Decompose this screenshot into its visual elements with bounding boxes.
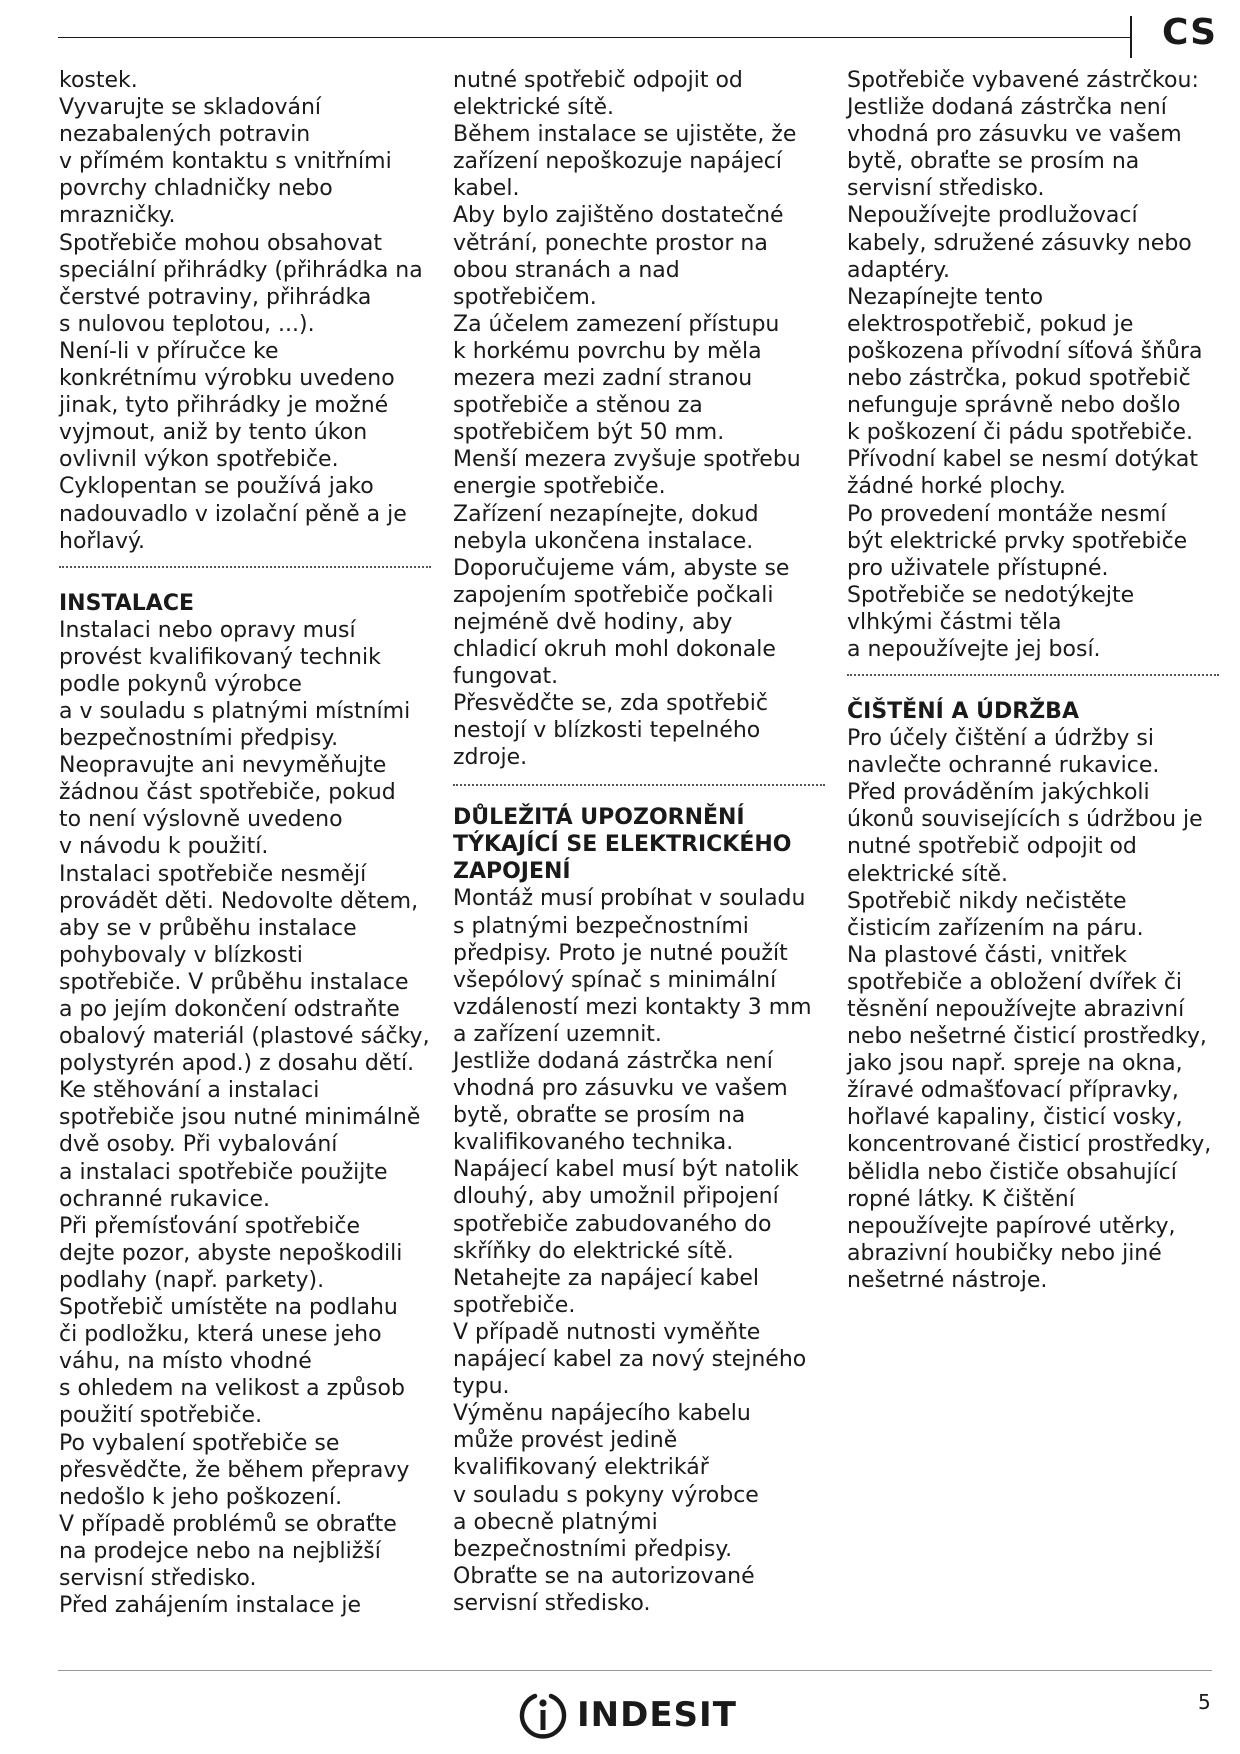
section-heading-electrical: DŮLEŽITÁ UPOZORNĚNÍ TÝKAJÍCÍ SE ELEKTRICKÉHO ZAPOJENÍ <box>453 805 792 885</box>
footer-rule <box>58 1670 1212 1671</box>
dotted-separator <box>59 566 431 568</box>
language-code: CS <box>1162 12 1218 53</box>
brand-name: INDESIT <box>577 1695 737 1735</box>
dotted-separator <box>847 674 1219 676</box>
body-text: Instalaci nebo opravy musí provést kvalifikovaný technik podle pokynů výrobce a v souladu s platnými místními bezpečnostními předpisy. Neopravujte ani nevyměňujte žádnou část spotřebiče, pokud to není výslovně uvedeno v návodu k použití. Instalaci spotřebiče nesmějí provádět děti. Nedovolte dětem, aby se v průběhu instalace pohybovaly v blízkosti spotřebiče. V průběhu instalace a po jejím dokončení odstraňte obalový materiál (plastové sáčky, polystyrén apod.) z dosahu dětí. Ke stěhování a instalaci spotřebiče jsou nutné minimálně dvě osoby. Při vybalování a instalaci spotřebiče použijte ochranné rukavice. Při přemísťování spotřebiče dejte pozor, abyste nepoškodili podlahy (např. parkety). Spotřebič umístěte na podlahu či podložku, která unese jeho váhu, na místo vhodné s ohledem na velikost a způsob použití spotřebiče. Po vybalení spotřebiče se přesvědčte, že během přepravy nedošlo k jeho poškození. V případě problémů se obraťte na prodejce nebo na nejbližší servisní středisko. Před zahájením instalace je <box>59 617 430 1619</box>
body-text: Montáž musí probíhat v souladu s platnými bezpečnostními předpisy. Proto je nutné použít všepólový spínač s minimální vzdáleností mezi kontakty 3 mm a zařízení uzemnit. Jestliže dodaná zástrčka není vhodná pro zásuvku ve vašem bytě, obraťte se prosím na kvalifikovaného technika. Napájecí kabel musí být natolik dlouhý, aby umožnil připojení spotřebiče zabudovaného do skříňky do elektrické sítě. Netahejte za napájecí kabel spotřebiče. V případě nutnosti vyměňte napájecí kabel za nový stejného typu. Výměnu napájecího kabelu může provést jedině kvalifikovaný elektrikář v souladu s pokyny výrobce a obecně platnými bezpečnostními předpisy. Obraťte se na autorizované servisní středisko. <box>453 886 812 1616</box>
column-3 <box>847 67 1219 1294</box>
brand-logo <box>515 1690 737 1740</box>
brand-logo-icon <box>515 1690 571 1740</box>
header-tick-mark <box>1130 16 1132 58</box>
section-heading-cleaning: ČIŠTĚNÍ A ÚDRŽBA <box>847 699 1079 725</box>
body-text: kostek. Vyvarujte se skladování nezabalených potravin v přímém kontaktu s vnitřními povrchy chladničky nebo mrazničky. Spotřebiče mohou obsahovat speciální přihrádky (přihrádka na čerstvé potraviny, přihrádka s nulovou teplotou, ...). Není-li v příručce ke konkrétnímu výrobku uvedeno jinak, tyto přihrádky je možné vyjmout, aniž by tento úkon ovlivnil výkon spotřebiče. Cyklopentan se používá jako nadouvadlo v izolační pěně a je hořlavý. <box>59 68 423 554</box>
dotted-separator <box>453 784 825 786</box>
body-text: Spotřebiče vybavené zástrčkou: Jestliže dodaná zástrčka není vhodná pro zásuvku ve vašem bytě, obraťte se prosím na servisní středisko. Nepoužívejte prodlužovací kabely, sdružené zásuvky nebo adaptéry. Nezapínejte tento elektrospotřebič, pokud je poškozena přívodní síťová šňůra nebo zástrčka, pokud spotřebič nefunguje správně nebo došlo k poškození či pádu spotřebiče. Přívodní kabel se nesmí dotýkat žádné horké plochy. Po provedení montáže nesmí být elektrické prvky spotřebiče pro uživatele přístupné. Spotřebiče se nedotýkejte vlhkými částmi těla a nepoužívejte jej bosí. <box>847 68 1203 662</box>
column-1 <box>59 67 431 1619</box>
header-rule <box>58 37 1130 38</box>
page-number: 5 <box>1198 1690 1211 1714</box>
column-2 <box>453 67 825 1617</box>
body-text: Pro účely čištění a údržby si navlečte ochranné rukavice. Před prováděním jakýchkoli úkonů souvisejících s údržbou je nutné spotřebič odpojit od elektrické sítě. Spotřebič nikdy nečistěte čisticím zařízením na páru. Na plastové části, vnitřek spotřebiče a obložení dvířek či těsnění nepoužívejte abrazivní nebo nešetrné čisticí prostředky, jako jsou např. spreje na okna, žíravé odmašťovací přípravky, hořlavé kapaliny, čisticí vosky, koncentrované čisticí prostředky, bělidla nebo čističe obsahující ropné látky. K čištění nepoužívejte papírové utěrky, abrazivní houbičky nebo jiné nešetrné nástroje. <box>847 726 1212 1293</box>
section-heading-installation: INSTALACE <box>59 590 194 616</box>
body-text: nutné spotřebič odpojit od elektrické sítě. Během instalace se ujistěte, že zařízení nepoškozuje napájecí kabel. Aby bylo zajištěno dostatečné větrání, ponechte prostor na obou stranách a nad spotřebičem. Za účelem zamezení přístupu k horkému povrchu by měla mezera mezi zadní stranou spotřebiče a stěnou za spotřebičem být 50 mm. Menší mezera zvyšuje spotřebu energie spotřebiče. Zařízení nezapínejte, dokud nebyla ukončena instalace. Doporučujeme vám, abyste se zapojením spotřebiče počkali nejméně dvě hodiny, aby chladicí okruh mohl dokonale fungovat. Přesvědčte se, zda spotřebič nestojí v blízkosti tepelného zdroje. <box>453 68 801 771</box>
